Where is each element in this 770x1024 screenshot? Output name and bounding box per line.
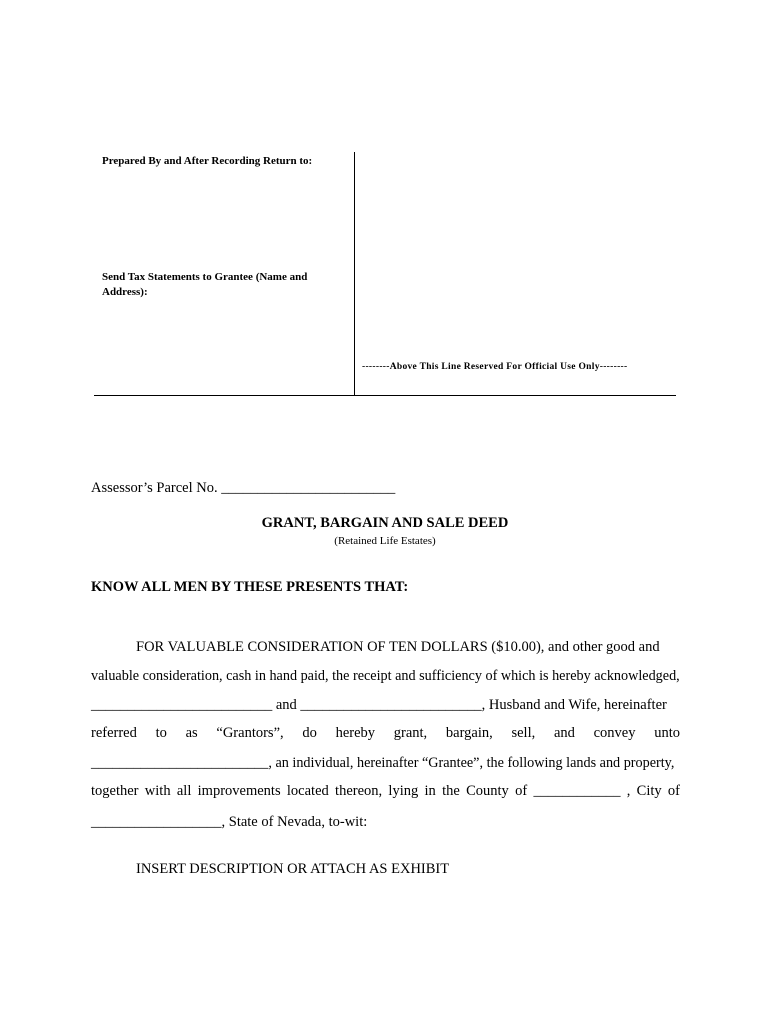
know-all-men-heading: KNOW ALL MEN BY THESE PRESENTS THAT: (91, 579, 409, 595)
header-vertical-divider (354, 152, 355, 396)
deed-subtitle: (Retained Life Estates) (334, 535, 436, 547)
insert-description-line: INSERT DESCRIPTION OR ATTACH AS EXHIBIT (136, 861, 450, 877)
body-line-1: FOR VALUABLE CONSIDERATION OF TEN DOLLARS ($10.00), and other good and (136, 639, 660, 655)
body-line-6: together with all improvements located thereon, lying in the County of ____________ , City of (91, 783, 680, 799)
prepared-by-label: Prepared By and After Recording Return to: (102, 155, 313, 167)
body-line-7: __________________, State of Nevada, to-wit: (91, 814, 368, 830)
body-line-4: referred to as “Grantors”, do hereby grant, bargain, sell, and convey unto (91, 725, 680, 741)
send-tax-label-line2: Address): (102, 286, 148, 298)
body-line-2: valuable consideration, cash in hand paid, the receipt and sufficiency of which is hereby acknowledged, (91, 668, 680, 684)
body-line-5: _________________________, an individual, hereinafter “Grantee”, the following lands and property, (91, 755, 675, 771)
header-horizontal-divider (94, 395, 676, 396)
assessor-parcel-line: Assessor’s Parcel No. ________________________ (91, 480, 396, 496)
send-tax-label-line1: Send Tax Statements to Grantee (Name and (102, 271, 308, 283)
official-use-note: --------Above This Line Reserved For Official Use Only-------- (362, 362, 628, 372)
deed-title: GRANT, BARGAIN AND SALE DEED (261, 515, 509, 531)
body-line-3: _________________________ and _________________________, Husband and Wife, hereinafter (91, 697, 667, 713)
